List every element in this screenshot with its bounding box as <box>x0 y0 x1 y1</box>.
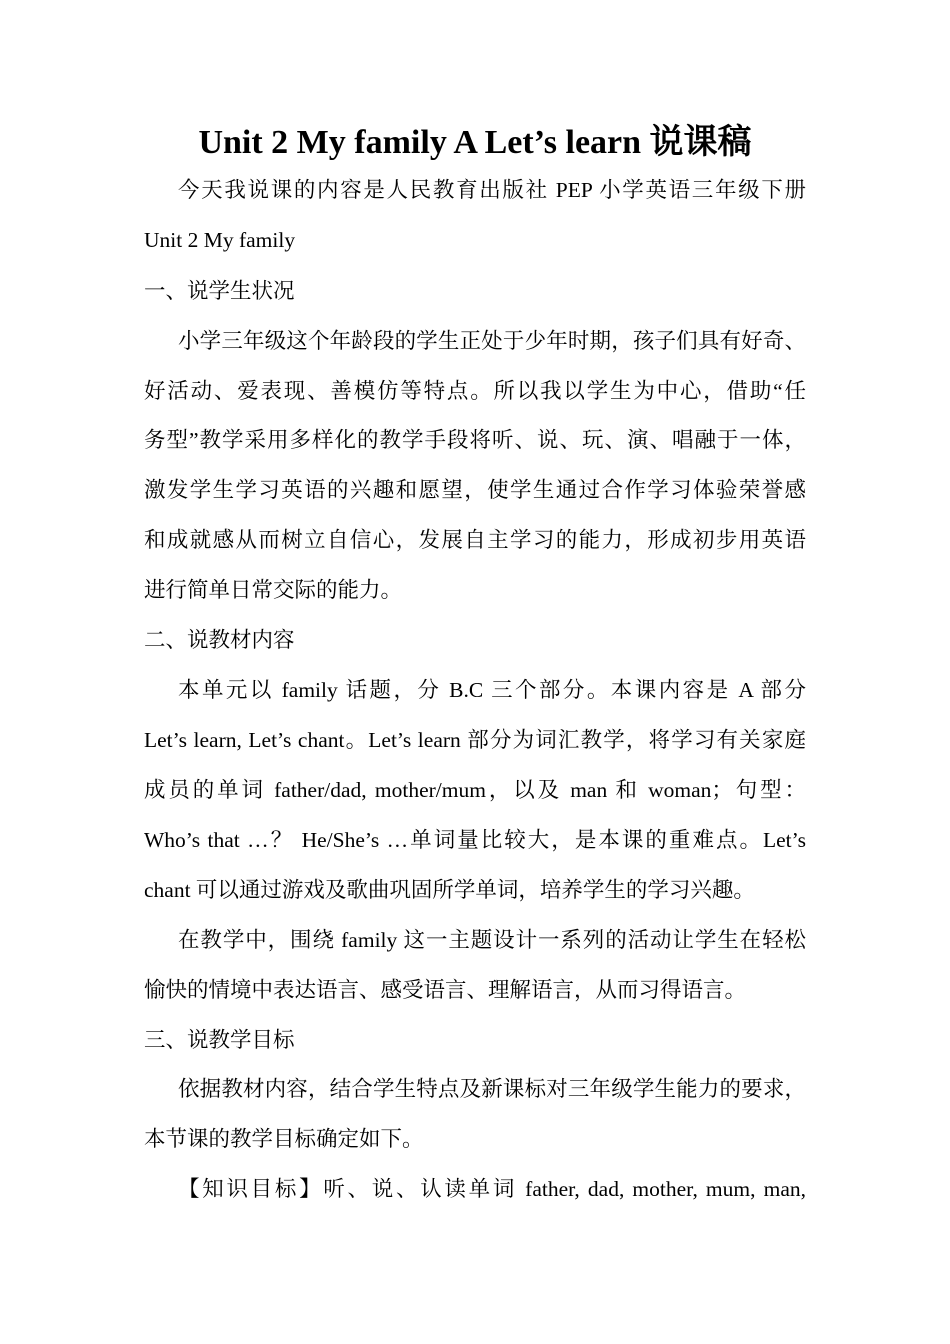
paragraph-line: 进行简单日常交际的能力。 <box>144 578 403 602</box>
paragraph-line: 依据教材内容，结合学生特点及新课标对三年级学生能力的要求， <box>178 1077 806 1101</box>
paragraph-line: 小学三年级这个年龄段的学生正处于少年时期，孩子们具有好奇、 <box>178 329 806 353</box>
section-heading: 二、说教材内容 <box>144 628 295 652</box>
paragraph-line: 成员的单词 father/dad, mother/mum，以及 man 和 woman；句型： <box>144 778 806 802</box>
section-heading: 三、说教学目标 <box>144 1028 295 1052</box>
section-heading: 一、说学生状况 <box>144 279 295 303</box>
paragraph-line: 激发学生学习英语的兴趣和愿望，使学生通过合作学习体验荣誉感 <box>144 478 806 502</box>
paragraph-line: 本节课的教学目标确定如下。 <box>144 1127 424 1151</box>
paragraph-line: Unit 2 My family <box>144 228 296 252</box>
paragraph-line: 【知识目标】听、说、认读单词 father, dad, mother, mum, man, <box>178 1177 806 1201</box>
paragraph-line: Who’s that …？ He/She’s …单词量比较大，是本课的重难点。Let’s <box>144 828 806 852</box>
paragraph-line: 本单元以 family 话题，分 B.C 三个部分。本课内容是 A 部分 <box>178 678 806 702</box>
paragraph-line: Let’s learn, Let’s chant。Let’s learn 部分为词汇教学，将学习有关家庭 <box>144 728 806 752</box>
paragraph-line: chant 可以通过游戏及歌曲巩固所学单词，培养学生的学习兴趣。 <box>144 878 755 902</box>
document-title: Unit 2 My family A Let’s learn 说课稿 <box>198 124 752 161</box>
paragraph-line: 好活动、爱表现、善模仿等特点。所以我以学生为中心，借助“任 <box>144 379 806 403</box>
paragraph-line: 和成就感从而树立自信心，发展自主学习的能力，形成初步用英语 <box>144 528 806 552</box>
paragraph-line: 愉快的情境中表达语言、感受语言、理解语言，从而习得语言。 <box>144 978 747 1002</box>
paragraph-line: 在教学中，围绕 family 这一主题设计一系列的活动让学生在轻松 <box>178 928 806 952</box>
paragraph-line: 务型”教学采用多样化的教学手段将听、说、玩、演、唱融于一体， <box>144 428 806 452</box>
paragraph-line: 今天我说课的内容是人民教育出版社 PEP 小学英语三年级下册 <box>178 178 806 202</box>
